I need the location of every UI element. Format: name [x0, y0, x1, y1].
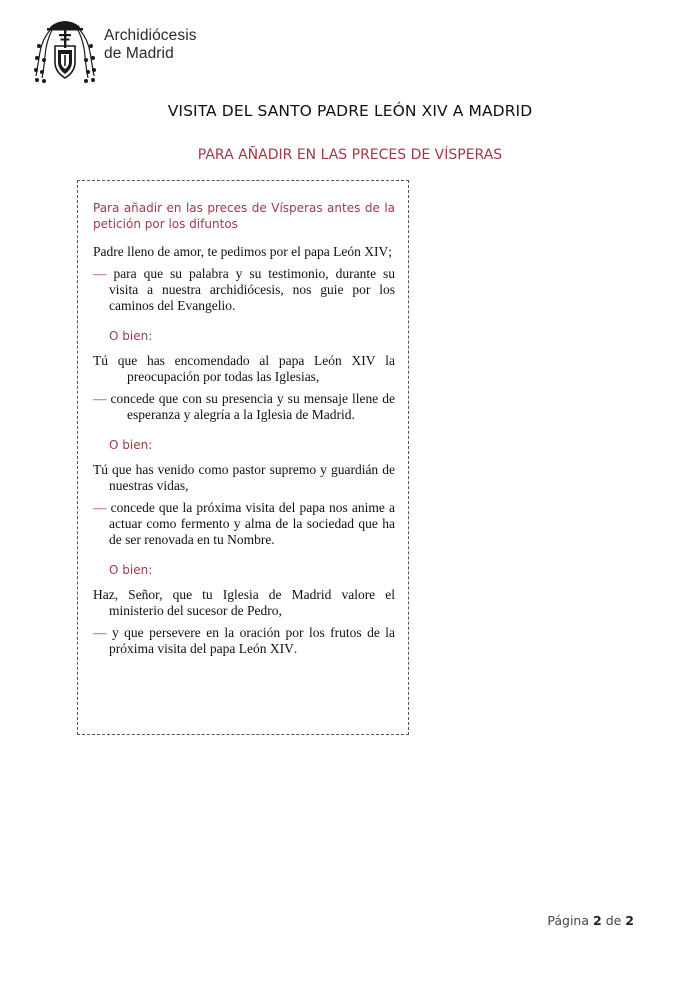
invocation-4: Haz, Señor, que tu Iglesia de Madrid valore el ministerio del sucesor de Pedro, [93, 587, 395, 618]
alternative-label-1: O bien: [109, 329, 153, 343]
page-label: Página [547, 913, 590, 928]
response-1-text: para que su palabra y su testimonio, durante su visita a nuestra archidiócesis, nos guie por los caminos del Evangelio. [109, 266, 395, 313]
response-3-text: concede que la próxima visita del papa nos anime a actuar como fermento y alma de la sociedad que ha de ser renovada en tu Nombre. [109, 500, 395, 547]
response-2 [93, 391, 395, 423]
papal-numeral: XIV [351, 353, 376, 368]
preces-intro: Para añadir en las preces de Vísperas antes de la petición por los difuntos [93, 201, 395, 231]
response-4-end: . [293, 641, 298, 656]
alternative-label-2: O bien: [109, 438, 153, 452]
total-pages: 2 [625, 913, 634, 928]
papal-numeral: XIV [269, 641, 294, 656]
invocation-1-end: ; [388, 244, 393, 259]
preces-content [93, 200, 395, 663]
of-label: de [605, 913, 622, 928]
org-name-line1: Archidiócesis [104, 27, 197, 44]
response-1 [93, 266, 395, 314]
invocation-2-text: Tú que has encomendado al papa León [93, 353, 352, 368]
org-name-line2: de Madrid [104, 45, 174, 62]
invocation-1 [93, 244, 395, 260]
coat-of-arms-icon [34, 16, 96, 84]
response-dash: — [93, 625, 107, 640]
response-3 [93, 500, 395, 548]
response-dash: — [93, 391, 107, 406]
papal-numeral: XIV [364, 244, 389, 259]
archdiocese-logo [34, 16, 234, 84]
response-2-text: concede que con su presencia y su mensaje llene de esperanza y alegría a la Iglesia de Madrid. [110, 391, 396, 422]
organization-name [104, 27, 197, 63]
alternative-label-3: O bien: [109, 563, 153, 577]
page-number [547, 913, 634, 928]
response-dash: — [93, 266, 107, 281]
response-4 [93, 625, 395, 657]
invocation-2 [93, 353, 395, 385]
document-title: VISITA DEL SANTO PADRE LEÓN XIV A MADRID [167, 102, 533, 120]
invocation-2-end: la preocupación por todas las Iglesias, [127, 353, 396, 384]
document-subtitle: PARA AÑADIR EN LAS PRECES DE VÍSPERAS [197, 147, 503, 163]
current-page: 2 [593, 913, 602, 928]
preces-box [77, 180, 409, 735]
invocation-1-text: Padre lleno de amor, te pedimos por el papa León [93, 244, 365, 259]
invocation-3: Tú que has venido como pastor supremo y guardián de nuestras vidas, [93, 462, 395, 493]
response-4-text: y que persevere en la oración por los frutos de la próxima visita del papa León [109, 625, 396, 656]
response-dash: — [93, 500, 107, 515]
